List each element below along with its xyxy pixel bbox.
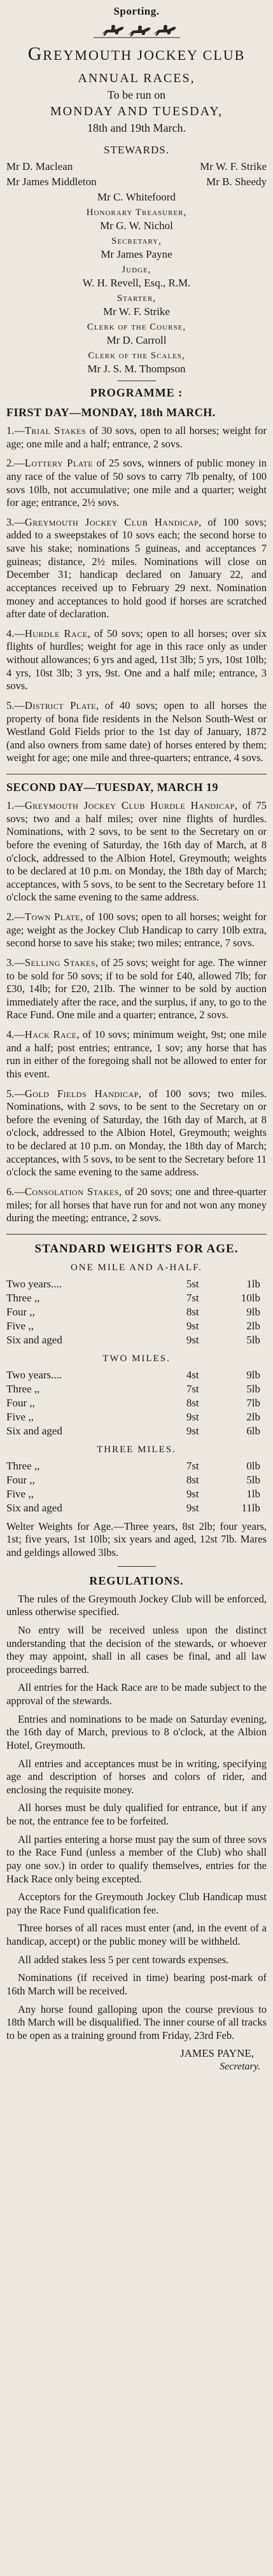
judge-name: W. H. Revell, Esq., R.M. (82, 277, 191, 289)
regulation-paragraph: Three horses of all races must enter (and, in the event of a handicap, accept) or the public money will be withheld. (6, 1922, 267, 1947)
age-cell: Five ,, (6, 1487, 34, 1500)
treasurer-name: Mr G. W. Nichol (100, 220, 173, 232)
table-row (6, 1291, 267, 1305)
newspaper-column (6, 0, 267, 2562)
regulation-paragraph: All entries for the Hack Race are to be made subject to the approval of the stewards. (6, 1681, 267, 1707)
pound-cell: 1lb (246, 1487, 260, 1500)
starter-name: Mr W. F. Strike (103, 305, 170, 318)
stone-cell: 9st (186, 1319, 199, 1332)
clerk-course-name: Mr D. Carroll (106, 334, 167, 346)
first-day-heading: FIRST DAY—MONDAY, 18th MARCH. (6, 406, 216, 419)
race-number: 5.— (6, 699, 25, 711)
stone-cell: 8st (186, 1305, 199, 1318)
race-conditions: , of 75 sovs; two and a half miles; over nine flights of hurdles. Nominations, with 2 sovs, to be sent to the Secretary on or before the evening of Saturday, the 16th day of March, at 8 o'clock, addressed to the Albion Hotel, Greymouth; weights to be declared at 10 p.m. on Monday, the 18th day of March; acceptances, with 5 sovs, to be sent to the Secretary before 11 o'clock the same evening to the same address. (6, 799, 267, 904)
race-entry (6, 1088, 267, 1179)
stone-cell: 8st (186, 1396, 199, 1409)
racing-horses-illustration (92, 20, 181, 39)
race-number: 2.— (6, 911, 25, 923)
secretary-name: Mr James Payne (101, 248, 172, 260)
regulation-paragraph: All added stakes less 5 per cent towards expenses. (18, 1953, 229, 1966)
race-name: Town Plate (24, 911, 81, 923)
steward-name: Mr B. Sheedy (206, 176, 267, 188)
race-name: Hack Race (24, 1028, 77, 1040)
regulation-paragraph: The rules of the Greymouth Jockey Club will be enforced, unless otherwise specified. (6, 1592, 267, 1618)
race-conditions: , of 10 sovs; minimum weight, 9st; one mile and a half; post entries; entrance, 1 sov; any horse that has run in either of the foregoing shall not be allowed to enter for this event. (6, 1028, 267, 1080)
race-entry (6, 956, 267, 1022)
regulation-paragraph: Acceptors for the Greymouth Jockey Club Handicap must pay the Race Fund qualification fee. (6, 1891, 267, 1916)
race-conditions: , of 25 sovs; weight for age. The winner to be sold for 50 sovs; if to be sold for £40, allowed 7lb; for £30, 14lb; for £20, 21lb. The winner to be sold by auction immediately after the race, and the surplus, if any, to go to the Race Fund. One mile and a quarter; entrance, 2 sovs. (6, 956, 267, 1021)
regulation-paragraph: Entries and nominations to be made on Saturday evening, the 16th day of March, previous to 8 o'clock, at the Albion Hotel, Greymouth. (6, 1712, 267, 1751)
race-conditions: , of 20 sovs; one and three-quarter miles; for all horses that have run for and not won any money during the meeting; entrance, 2 sovs. (6, 1185, 267, 1224)
regulation-paragraph: All entries and acceptances must be in writing, specifying age and description of horses and colors of rider, and enclosing the requisite money. (6, 1757, 267, 1796)
stone-cell: 7st (186, 1291, 199, 1304)
section-heading: Sporting. (113, 5, 160, 17)
race-number: 3.— (6, 515, 25, 528)
distance-heading: THREE MILES. (97, 1444, 176, 1455)
stone-cell: 9st (186, 1424, 199, 1437)
race-conditions: , of 100 sovs; added to a sweepstakes of 10 sovs each; the second horse to save his stake; nominations 5 guineas, and acceptances 7 guineas; distance, 2½ miles. Nominations will close on December 31; handicap declared on January 22, and acceptances received up to February 29 next. Nomination money and acceptances to hold good if horses are scratched after date of declaration. (6, 515, 267, 620)
signatory-name: JAMES PAYNE, (180, 2047, 254, 2060)
pound-cell: 2lb (246, 1319, 260, 1332)
race-name: District Plate (24, 699, 97, 711)
race-conditions: , of 40 sovs; open to all horses the property of bona fide residents in the Nelson South-West or Westland Gold Fields prior to the 1st day of January, 1872 (and also owners from same date) of horses entered by them; weight for age; one mile and three-quarters; entrance, 4 sovs. (6, 699, 267, 764)
table-row (6, 1382, 267, 1396)
table-row (6, 1424, 267, 1438)
steward-name: Mr C. Whitefoord (97, 191, 176, 203)
stewards-row (6, 160, 267, 173)
stone-cell: 4st (186, 1368, 199, 1381)
race-number: 6.— (6, 1185, 25, 1198)
regulations-heading: REGULATIONS. (89, 1574, 184, 1587)
race-dates: 18th and 19th March. (87, 122, 186, 134)
distance-heading: ONE MILE AND A-HALF. (70, 1262, 203, 1273)
pound-cell: 2lb (246, 1410, 260, 1423)
race-entry (6, 516, 267, 621)
pound-cell: 7lb (246, 1396, 260, 1409)
annual-races-heading: ANNUAL RACES, (78, 71, 195, 85)
divider (6, 1234, 267, 1235)
table-row (6, 1487, 267, 1501)
age-cell: Six and aged (6, 1501, 62, 1514)
weights-table (6, 1277, 267, 1347)
weights-heading: STANDARD WEIGHTS FOR AGE. (34, 1242, 239, 1256)
divider (118, 1566, 156, 1567)
race-number: 4.— (6, 1028, 25, 1040)
race-name: Gold Fields Handicap (24, 1087, 139, 1100)
race-entry (6, 424, 267, 451)
race-entry (6, 1186, 267, 1225)
race-name: Greymouth Jockey Club Hurdle Handicap (24, 799, 235, 811)
race-number: 5.— (6, 1087, 25, 1100)
regulation-paragraph: No entry will be received unless upon the distinct understanding that the decision of the stewards, or whoever they may appoint, shall in all cases be final, and all law proceedings barred. (6, 1623, 267, 1676)
race-name: Selling Stakes (24, 956, 96, 969)
clerk-scales-name: Mr J. S. M. Thompson (87, 363, 186, 375)
table-row (6, 1459, 267, 1473)
distance-heading: TWO MILES. (102, 1353, 171, 1364)
table-row (6, 1333, 267, 1347)
steward-name: Mr D. Maclean (6, 160, 73, 172)
run-on-line: To be run on (107, 88, 166, 101)
race-entry (6, 699, 267, 765)
regulation-paragraph: All horses must be duly qualified for entrance, but if any be not, the entrance fee to be forfeited. (6, 1802, 267, 1827)
stone-cell: 7st (186, 1382, 199, 1395)
pound-cell: 0lb (246, 1459, 260, 1472)
table-row (6, 1368, 267, 1382)
steward-name: Mr W. F. Strike (200, 160, 267, 172)
regulation-paragraph: All parties entering a horse must pay the sum of three sovs to the Race Fund (unless a member of the Club) who shall pay one sov.) in order to qualify themselves, entries for the Hack Race only being excepted. (6, 1833, 267, 1885)
pound-cell: 5lb (246, 1382, 260, 1395)
race-name: Lottery Plate (24, 457, 94, 470)
age-cell: Five ,, (6, 1410, 34, 1423)
weights-table (6, 1459, 267, 1515)
age-cell: Six and aged (6, 1424, 62, 1437)
table-row (6, 1410, 267, 1424)
race-conditions: , of 100 sovs; two miles. Nominations, with 2 sovs, to be sent to the Secretary on or before the evening of Saturday, the 16th day of March, at 8 o'clock, addressed to the Albion Hotel, Greymouth; weights to be declared at 10 p.m. on Monday, the 18th day of March; acceptances, with 5 sovs, to be sent to the Secretary before 11 o'clock the same evening to the same address. (6, 1087, 267, 1179)
race-number: 3.— (6, 956, 25, 969)
race-name: Trial Stakes (24, 424, 87, 437)
table-row (6, 1473, 267, 1487)
table-row (6, 1501, 267, 1515)
age-cell: Five ,, (6, 1319, 34, 1332)
race-conditions: of 30 sovs, open to all horses; weight for age; one mile and a half; entrance, 2 sovs. (6, 424, 267, 450)
clerk-course-role: Clerk of the Course, (87, 322, 186, 332)
age-cell: Three ,, (6, 1459, 40, 1472)
table-row (6, 1277, 267, 1291)
second-day-heading: SECOND DAY—TUESDAY, MARCH 19 (6, 781, 219, 794)
race-name: Greymouth Jockey Club Handicap (24, 515, 199, 528)
stone-cell: 9st (186, 1501, 199, 1514)
pound-cell: 5lb (246, 1473, 260, 1486)
race-number: 1.— (6, 799, 25, 811)
age-cell: Four ,, (6, 1473, 35, 1486)
race-number: 1.— (6, 424, 25, 437)
table-row (6, 1319, 267, 1333)
club-name (6, 43, 267, 65)
race-conditions: , of 50 sovs; open to all horses; over six flights of hurdles; weight for age in this race only as under without allowances; 6 yrs and aged, 11st 3lb; 5 yrs, 10st 10lb; 4 yrs, 10st 3lb; 3 yrs, 9st. One and a half mile; entrance, 3 sovs. (6, 627, 267, 692)
pound-cell: 10lb (241, 1291, 260, 1304)
first-day-races (6, 424, 267, 765)
pound-cell: 9lb (246, 1305, 260, 1318)
race-conditions: of 25 sovs, winners of public money in any race of the value of 50 sovs to carry 7lb penalty, of 100 sovs 10lb, not accumulative; one mile and a quarter; weight for age; entrance, 2½ sovs. (6, 457, 267, 509)
race-days: MONDAY AND TUESDAY, (50, 104, 223, 118)
race-number: 4.— (6, 627, 25, 640)
race-entry (6, 1028, 267, 1081)
pound-cell: 11lb (241, 1501, 260, 1514)
stone-cell: 7st (186, 1459, 199, 1472)
regulation-paragraph: Any horse found galloping upon the course previous to 18th March will be disqualified. The inner course of all tracks to be open as a training ground from Friday, 23rd Feb. (6, 2003, 267, 2041)
clerk-scales-role: Clerk of the Scales, (88, 351, 185, 361)
race-name: Hurdle Race (24, 627, 88, 640)
pound-cell: 9lb (246, 1368, 260, 1381)
race-number: 2.— (6, 457, 25, 470)
age-cell: Three ,, (6, 1382, 40, 1395)
age-cell: Six and aged (6, 1333, 62, 1346)
regulations-list (6, 1593, 267, 2043)
signatory-role: Secretary. (220, 2061, 260, 2073)
stewards-row (6, 176, 267, 188)
race-entry (6, 911, 267, 950)
stone-cell: 5st (186, 1277, 199, 1290)
pound-cell: 5lb (246, 1333, 260, 1346)
treasurer-role: Honorary Treasurer, (86, 207, 187, 218)
race-entry (6, 627, 267, 693)
starter-role: Starter, (116, 293, 157, 304)
programme-heading: PROGRAMME : (90, 386, 183, 399)
club-initial: G (27, 43, 43, 64)
pound-cell: 6lb (246, 1424, 260, 1437)
race-entry (6, 799, 267, 904)
stone-cell: 9st (186, 1487, 199, 1500)
table-row (6, 1305, 267, 1319)
stone-cell: 9st (186, 1333, 199, 1346)
welter-weights-note: Welter Weights for Age.—Three years, 8st 2lb; four years, 1st; five years, 1st 10lb; six years and aged, 12st 7lb. Mares and geldings allowed 3lbs. (6, 1520, 267, 1558)
stone-cell: 8st (186, 1473, 199, 1486)
club-name-rest: REYMOUTH JOCKEY CLUB (43, 47, 246, 63)
race-entry (6, 457, 267, 510)
weights-table (6, 1368, 267, 1438)
stone-cell: 9st (186, 1410, 199, 1423)
secretary-role: Secretary, (111, 236, 162, 246)
second-day-races (6, 799, 267, 1225)
stewards-heading: STEWARDS. (104, 144, 169, 156)
regulation-paragraph: Nominations (if received in time) bearing post-mark of 16th March will be received. (6, 1971, 267, 1997)
steward-name: Mr James Middleton (6, 176, 97, 188)
race-name: Consolation Stakes (24, 1185, 119, 1198)
age-cell: Three ,, (6, 1291, 40, 1304)
age-cell: Two years.... (6, 1277, 62, 1290)
age-cell: Four ,, (6, 1396, 35, 1409)
pound-cell: 1lb (246, 1277, 260, 1290)
age-cell: Four ,, (6, 1305, 35, 1318)
judge-role: Judge, (122, 265, 151, 275)
race-conditions: , of 100 sovs; open to all horses; weight for age; weight as the Jockey Club Handicap to carry 10lb extra, second horse to save his stake; two miles; entrance, 7 sovs. (6, 911, 267, 949)
age-cell: Two years.... (6, 1368, 62, 1381)
table-row (6, 1396, 267, 1410)
